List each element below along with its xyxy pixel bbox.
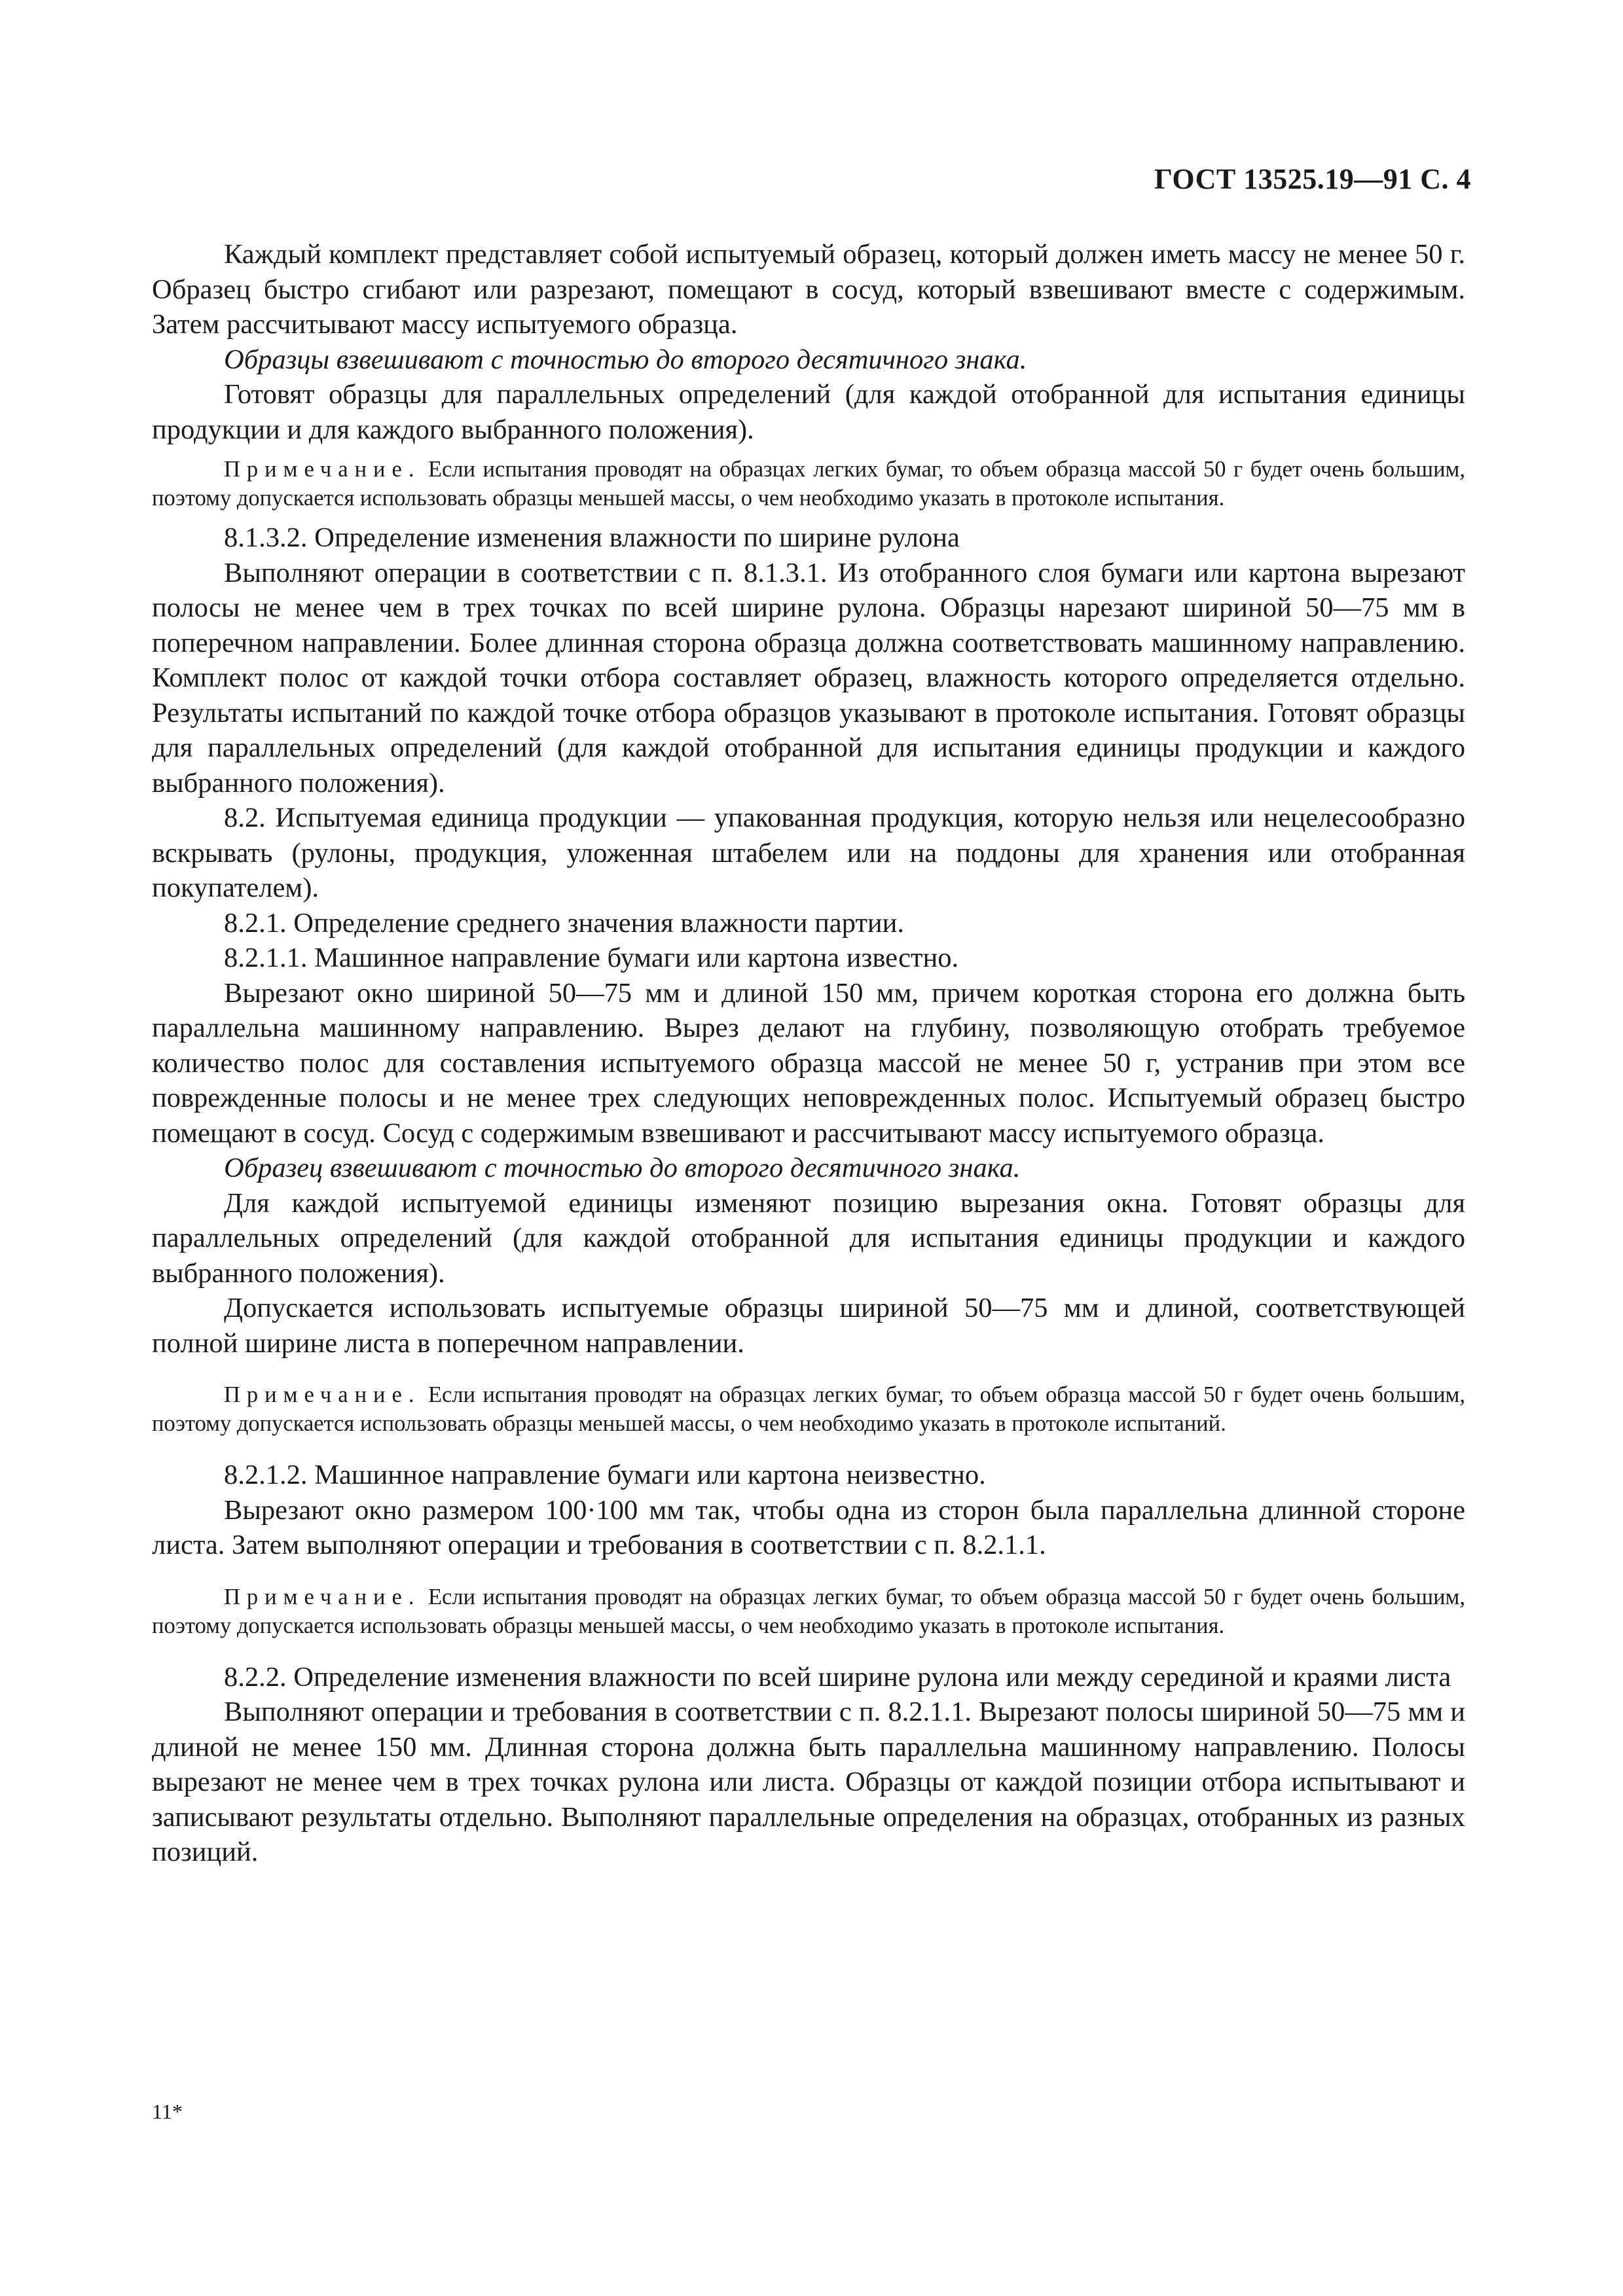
paragraph: Вырезают окно шириной 50—75 мм и длиной 150 мм, причем короткая сторона его должна быть параллельна машинному направлению. Вырез делают на глубину, позволяющую отобрать требуемое количество полос для составления испытуемого образца массой не менее 50 г, устранив при этом все поврежденные полосы и не менее трех следующих неповрежденных полос. Испытуемый образец быстро помещают в сосуд. Сосуд с содержимым взвешивают и рассчитывают массу испытуемого образца. xyxy=(152,977,1465,1149)
page-content xyxy=(152,237,1465,1870)
paragraph: Для каждой испытуемой единицы изменяют позицию вырезания окна. Готовят образцы для параллельных определений (для каждой отобранной для испытания единицы продукции и каждого выбранного положения). xyxy=(152,1187,1465,1289)
note xyxy=(152,1380,1465,1438)
note-label: Примечание. xyxy=(224,1382,421,1407)
italic-paragraph: Образцы взвешивают с точностью до второго десятичного знака. xyxy=(224,344,1027,375)
paragraph: Вырезают окно размером 100·100 мм так, чтобы одна из сторон была параллельна длинной стороне листа. Затем выполняют операции и требования в соответствии с п. 8.2.1.1. xyxy=(152,1494,1465,1560)
section-heading: 8.2.2. Определение изменения влажности по всей ширине рулона или между серединой и краями листа xyxy=(224,1661,1451,1693)
section-heading: 8.2.1.1. Машинное направление бумаги или картона известно. xyxy=(224,942,959,973)
page-footer-mark: 11* xyxy=(152,2100,183,2123)
paragraph: Каждый комплект представляет собой испытуемый образец, который должен иметь массу не менее 50 г. Образец быстро сгибают или разрезают, помещают в сосуд, который взвешивают вместе с содержимым. Затем рассчитывают массу испытуемого образца. xyxy=(152,239,1465,340)
note xyxy=(152,455,1465,512)
note-text: Если испытания проводят на образцах легких бумаг, то объем образца массой 50 г будет очень большим, поэтому допускается использовать образцы меньшей массы, о чем необходимо указать в протоколе испытания. xyxy=(152,1584,1465,1638)
note-text: Если испытания проводят на образцах легких бумаг, то объем образца массой 50 г будет очень большим, поэтому допускается использовать образцы меньшей массы, о чем необходимо указать в протоколе испытания. xyxy=(152,457,1465,511)
paragraph: Выполняют операции и требования в соответствии с п. 8.2.1.1. Вырезают полосы шириной 50—75 мм и длиной не менее 150 мм. Длинная сторона должна быть параллельна машинному направлению. Полосы вырезают не менее чем в трех точках рулона или листа. Образцы от каждой позиции отбора испытывают и записывают результаты отдельно. Выполняют параллельные определения на образцах, отобранных из разных позиций. xyxy=(152,1696,1465,1867)
italic-paragraph: Образец взвешивают с точностью до второго десятичного знака. xyxy=(224,1153,1021,1183)
section-heading: 8.2.1. Определение среднего значения влажности партии. xyxy=(224,907,905,939)
note xyxy=(152,1583,1465,1640)
section-heading: 8.2.1.2. Машинное направление бумаги или картона неизвестно. xyxy=(224,1460,986,1490)
note-label: Примечание. xyxy=(224,457,421,482)
note-label: Примечание. xyxy=(224,1584,421,1609)
paragraph: Выполняют операции в соответствии с п. 8.1.3.1. Из отобранного слоя бумаги или картона вырезают полосы не менее чем в трех точках по всей ширине рулона. Образцы нарезают шириной 50—75 мм в поперечном направлении. Более длинная сторона образца должна соответствовать машинному направлению. Комплект полос от каждой точки отбора составляет образец, влажность которого определяется отдельно. Результаты испытаний по каждой точке отбора образцов указывают в протоколе испытания. Готовят образцы для параллельных определений (для каждой отобранной для испытания единицы продукции и каждого выбранного положения). xyxy=(152,557,1465,798)
paragraph: Готовят образцы для параллельных определений (для каждой отобранной для испытания единицы продукции и для каждого выбранного положения). xyxy=(152,379,1465,445)
note-text: Если испытания проводят на образцах легких бумаг, то объем образца массой 50 г будет очень большим, поэтому допускается использовать образцы меньшей массы, о чем необходимо указать в протоколе испытаний. xyxy=(152,1382,1465,1436)
section-heading: 8.1.3.2. Определение изменения влажности по ширине рулона xyxy=(224,522,960,553)
paragraph: 8.2. Испытуемая единица продукции — упакованная продукция, которую нельзя или нецелесообразно вскрывать (рулоны, продукция, уложенная штабелем или на поддоны для хранения или отобранная покупателем). xyxy=(152,802,1465,903)
page-header: ГОСТ 13525.19—91 С. 4 xyxy=(1154,163,1471,195)
paragraph: Допускается использовать испытуемые образцы шириной 50—75 мм и длиной, соответствующей полной ширине листа в поперечном направлении. xyxy=(152,1293,1465,1359)
